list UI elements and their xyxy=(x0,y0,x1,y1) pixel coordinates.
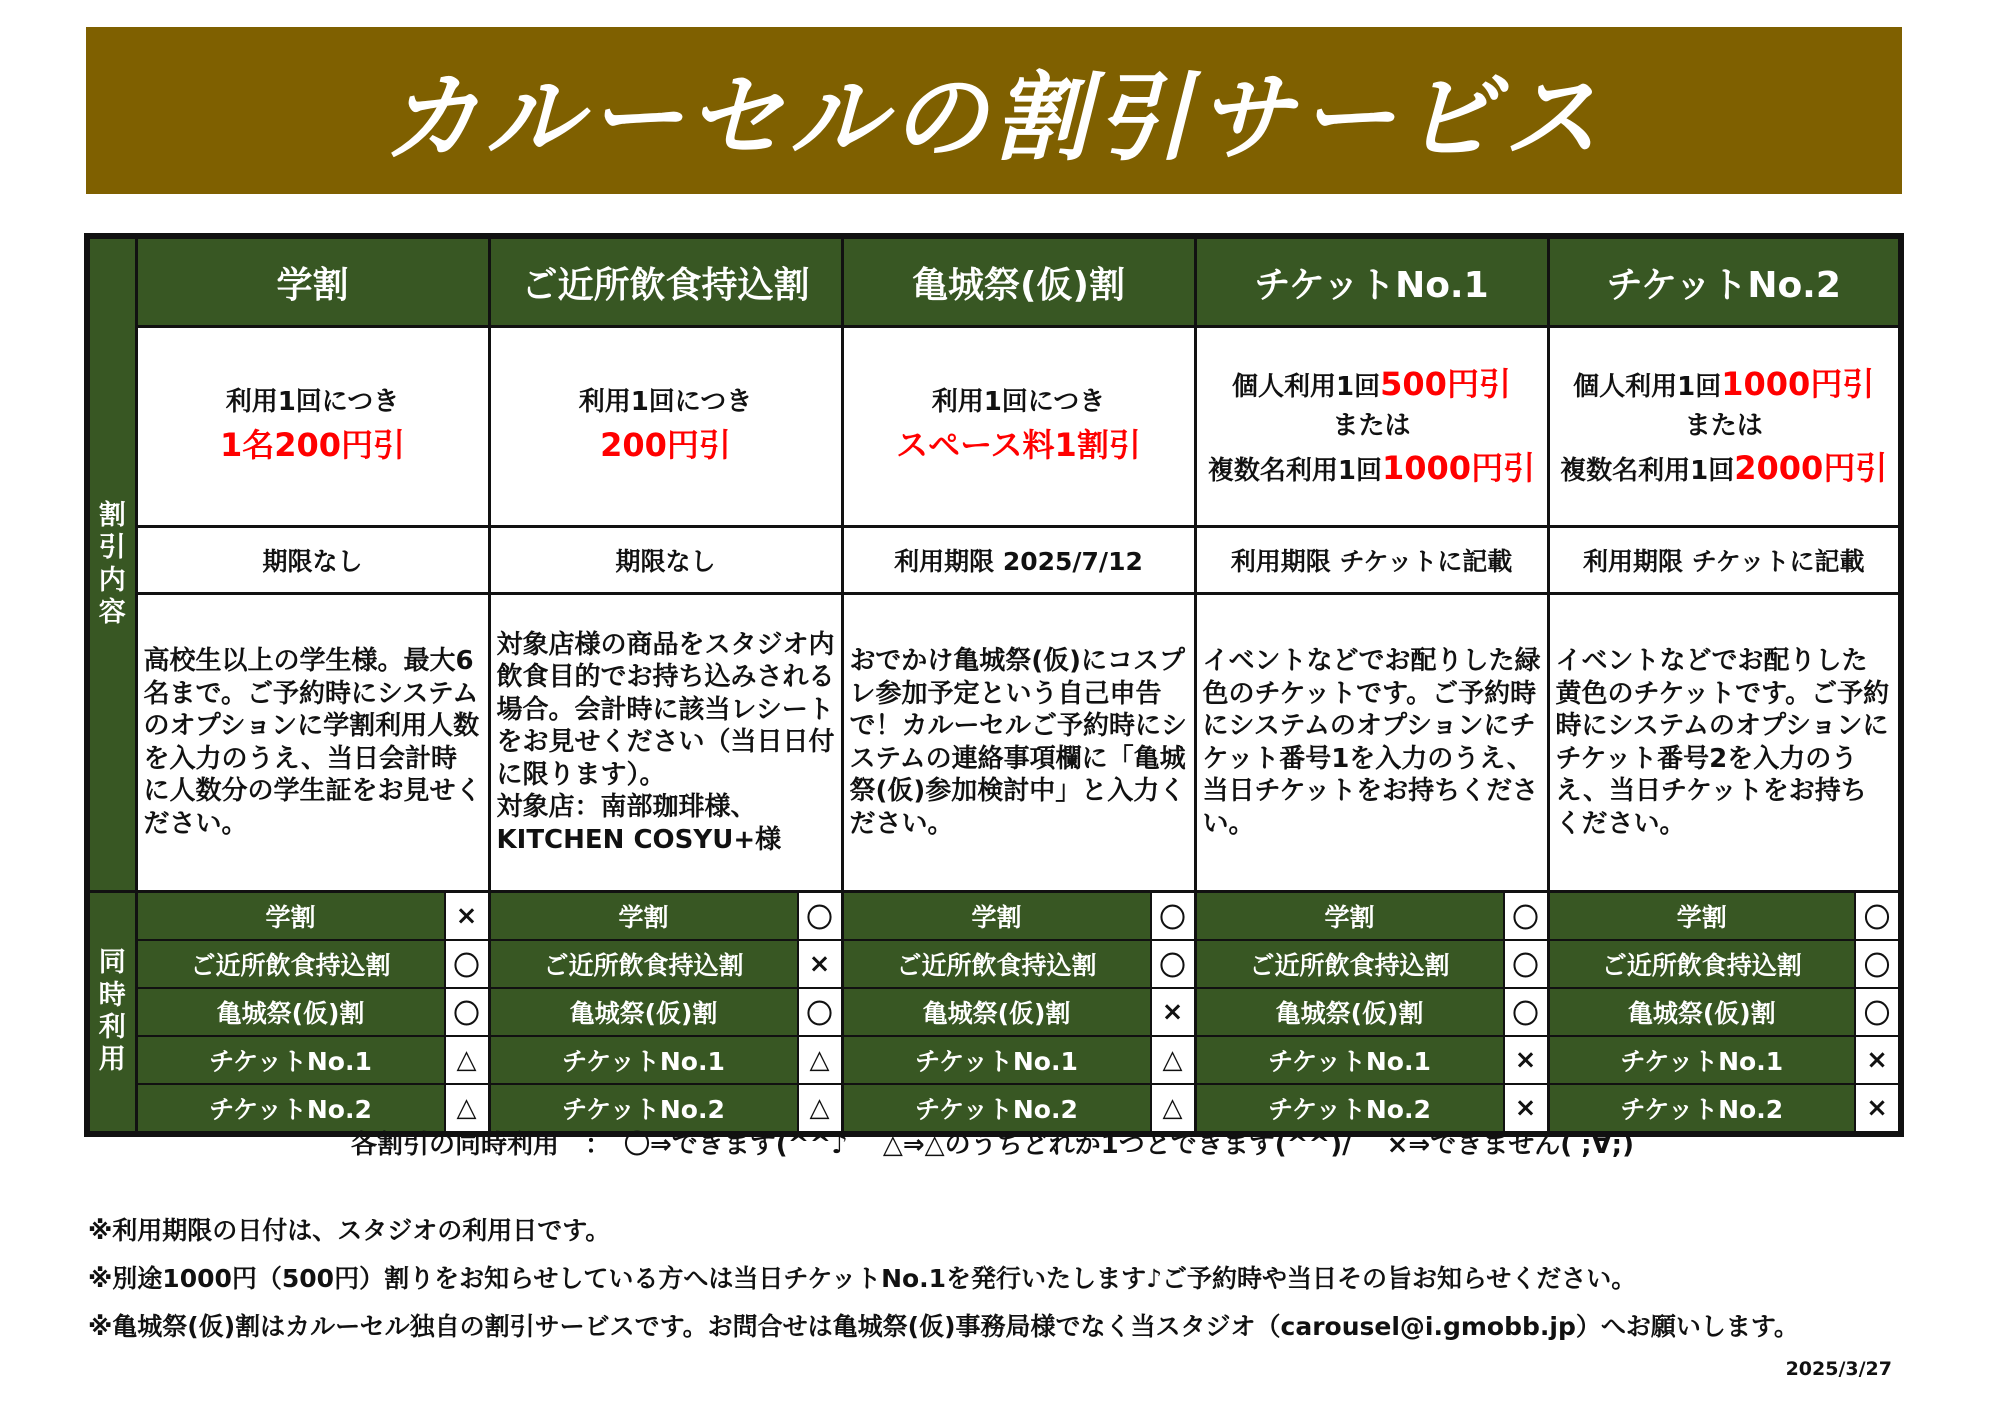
page-title: カルーセルの割引サービス xyxy=(382,62,1606,174)
combo-mark: 〇 xyxy=(1504,893,1547,940)
combo-table xyxy=(138,893,488,1131)
description-text: イベントなどでお配りした緑色のチケットです。ご予約時にシステムのオプションにチケット番号1を入力のうえ、当日チケットをお持ちください。 xyxy=(1202,646,1541,839)
combo-cell xyxy=(1548,892,1901,1135)
side-char: 容 xyxy=(98,596,126,628)
column-header-kinjo: ご近所飲食持込割 xyxy=(489,236,842,327)
period-cell: 期限なし xyxy=(136,527,489,594)
combo-mark: 〇 xyxy=(798,893,841,940)
combo-name: ご近所飲食持込割 xyxy=(138,940,445,988)
combo-row xyxy=(844,988,1194,1036)
combo-name: ご近所飲食持込割 xyxy=(1550,940,1856,988)
discount-line xyxy=(1197,361,1547,407)
combo-name: チケットNo.1 xyxy=(844,1036,1151,1084)
discount-line: または xyxy=(1684,410,1763,441)
combo-mark: 〇 xyxy=(1855,893,1898,940)
combo-mark: × xyxy=(1855,1084,1898,1131)
side-label-content xyxy=(87,236,136,892)
description-text: 対象店様の商品をスタジオ内飲食目的でお持ち込みされる場合。会計時に該当レシートをお見せください（当日日付に限ります）。 xyxy=(496,629,835,790)
description-text: おでかけ亀城祭(仮)にコスプレ参加予定という自己申告で！カルーセルご予約時にシステムの連絡事項欄に「亀城祭(仮)参加検討中」と入力ください。 xyxy=(849,646,1187,839)
side-char: 引 xyxy=(98,532,126,564)
discount-line: 利用1回につき xyxy=(225,387,400,418)
discount-label: 個人利用1回 xyxy=(1232,372,1381,403)
combo-mark: 〇 xyxy=(798,988,841,1036)
discount-line: 利用1回につき xyxy=(931,387,1106,418)
discount-line xyxy=(1550,445,1899,491)
note-line: ※亀城祭(仮)割はカルーセル独自の割引サービスです。お問合せは亀城祭(仮)事務局様でなく当スタジオ（carousel@i.gmobb.jp）へお願いします。 xyxy=(88,1312,1799,1341)
combo-cell xyxy=(1195,892,1548,1135)
combo-mark: 〇 xyxy=(1151,893,1194,940)
discount-line xyxy=(1197,445,1547,491)
combo-row xyxy=(1197,1036,1547,1084)
description-cell xyxy=(136,594,489,892)
discount-line xyxy=(1550,361,1899,407)
column-header-gakuwari: 学割 xyxy=(136,236,489,327)
discount-amount xyxy=(842,327,1195,527)
side-char: 利 xyxy=(98,1012,126,1043)
combo-name: チケットNo.1 xyxy=(1550,1036,1856,1084)
period-cell: 期限なし xyxy=(489,527,842,594)
column-header-kijosai: 亀城祭(仮)割 xyxy=(842,236,1195,327)
combo-name: 亀城祭(仮)割 xyxy=(491,988,798,1036)
discount-value: スペース料1割引 xyxy=(896,426,1141,465)
combo-row xyxy=(138,893,488,940)
combo-mark: △ xyxy=(445,1084,488,1131)
notes xyxy=(88,1207,1799,1351)
combo-mark: × xyxy=(1504,1036,1547,1084)
combo-row xyxy=(138,940,488,988)
combo-row xyxy=(491,893,841,940)
combo-mark: 〇 xyxy=(1151,940,1194,988)
combo-mark: △ xyxy=(445,1036,488,1084)
discount-line: または xyxy=(1332,410,1411,441)
discount-value: 500円引 xyxy=(1380,365,1511,404)
combo-name: ご近所飲食持込割 xyxy=(491,940,798,988)
combo-name: チケットNo.2 xyxy=(491,1084,798,1131)
combo-name: チケットNo.1 xyxy=(491,1036,798,1084)
combo-name: 亀城祭(仮)割 xyxy=(138,988,445,1036)
combo-row xyxy=(1550,893,1899,940)
combo-name: 亀城祭(仮)割 xyxy=(844,988,1151,1036)
description-text: 対象店：南部珈琲様、KITCHEN COSYU+様 xyxy=(496,792,782,855)
combo-mark: 〇 xyxy=(1504,988,1547,1036)
combo-row xyxy=(1550,988,1899,1036)
combo-name: 学割 xyxy=(1197,893,1504,940)
title-banner xyxy=(86,27,1902,194)
combo-legend: 各割引の同時利用 ： 〇⇒できます(^^♪ △⇒△のうちどれか1つとできます(^^)/ ×⇒できません( ;∀;) xyxy=(351,1130,1634,1160)
discount-label: 個人利用1回 xyxy=(1573,372,1722,403)
description-cell xyxy=(489,594,842,892)
discount-label: 複数名利用1回 xyxy=(1560,456,1735,487)
combo-row xyxy=(138,988,488,1036)
combo-name: ご近所飲食持込割 xyxy=(844,940,1151,988)
combo-row xyxy=(491,1036,841,1084)
side-char: 同 xyxy=(98,947,126,979)
combo-name: チケットNo.1 xyxy=(1197,1036,1504,1084)
discount-amount xyxy=(1548,327,1901,527)
combo-row xyxy=(844,893,1194,940)
period-cell: 利用期限 2025/7/12 xyxy=(842,527,1195,594)
combo-mark: 〇 xyxy=(1855,940,1898,988)
discount-value: 2000円引 xyxy=(1734,449,1888,488)
combo-row xyxy=(1550,940,1899,988)
combo-name: 学割 xyxy=(1550,893,1856,940)
combo-row xyxy=(138,1036,488,1084)
combo-mark: △ xyxy=(798,1084,841,1131)
combo-cell xyxy=(489,892,842,1135)
combo-name: 学割 xyxy=(844,893,1151,940)
discount-value: 1名200円引 xyxy=(219,426,406,465)
combo-mark: × xyxy=(1151,988,1194,1036)
side-char: 時 xyxy=(98,979,126,1011)
combo-mark: 〇 xyxy=(1855,988,1898,1036)
combo-mark: △ xyxy=(1151,1084,1194,1131)
combo-row xyxy=(844,1036,1194,1084)
combo-table xyxy=(491,893,841,1131)
combo-name: 学割 xyxy=(138,893,445,940)
combo-table xyxy=(844,893,1194,1131)
combo-row xyxy=(844,940,1194,988)
combo-table xyxy=(1197,893,1547,1131)
discount-amount xyxy=(1195,327,1548,527)
side-char: 割 xyxy=(98,499,126,531)
combo-mark: 〇 xyxy=(445,940,488,988)
column-header-ticket1: チケットNo.1 xyxy=(1195,236,1548,327)
combo-mark: 〇 xyxy=(1504,940,1547,988)
combo-mark: × xyxy=(1504,1084,1547,1131)
note-line: ※利用期限の日付は、スタジオの利用日です。 xyxy=(88,1216,611,1245)
combo-name: チケットNo.2 xyxy=(1550,1084,1856,1131)
period-cell: 利用期限 チケットに記載 xyxy=(1195,527,1548,594)
combo-row xyxy=(1197,988,1547,1036)
combo-mark: × xyxy=(445,893,488,940)
combo-name: 亀城祭(仮)割 xyxy=(1550,988,1856,1036)
combo-row xyxy=(1197,893,1547,940)
combo-name: チケットNo.2 xyxy=(1197,1084,1504,1131)
combo-mark: △ xyxy=(1151,1036,1194,1084)
combo-row xyxy=(1550,1036,1899,1084)
issue-date: 2025/3/27 xyxy=(1785,1358,1892,1380)
combo-name: チケットNo.2 xyxy=(138,1084,445,1131)
combo-name: 学割 xyxy=(491,893,798,940)
combo-mark: × xyxy=(1855,1036,1898,1084)
discount-amount xyxy=(489,327,842,527)
note-line: ※別途1000円（500円）割りをお知らせしている方へは当日チケットNo.1を発行いたします♪ご予約時や当日その旨お知らせください。 xyxy=(88,1264,1637,1293)
combo-name: チケットNo.2 xyxy=(844,1084,1151,1131)
discount-amount xyxy=(136,327,489,527)
combo-cell xyxy=(136,892,489,1135)
combo-name: 亀城祭(仮)割 xyxy=(1197,988,1504,1036)
combo-mark: △ xyxy=(798,1036,841,1084)
discount-value: 1000円引 xyxy=(1382,449,1536,488)
combo-mark: 〇 xyxy=(445,988,488,1036)
description-cell xyxy=(1548,594,1901,892)
combo-mark: × xyxy=(798,940,841,988)
description-text: 高校生以上の学生様。最大6名まで。ご予約時にシステムのオプションに学割利用人数を入力のうえ、当日会計時に人数分の学生証をお見せください。 xyxy=(143,646,482,839)
combo-row xyxy=(1197,940,1547,988)
discount-value: 200円引 xyxy=(600,426,731,465)
side-char: 内 xyxy=(98,564,126,596)
side-char: 用 xyxy=(98,1044,126,1076)
discount-line: 利用1回につき xyxy=(578,387,753,418)
description-cell xyxy=(842,594,1195,892)
column-header-ticket2: チケットNo.2 xyxy=(1548,236,1901,327)
side-label-combo xyxy=(87,892,136,1135)
combo-row xyxy=(491,988,841,1036)
combo-table xyxy=(1550,893,1899,1131)
description-text: イベントなどでお配りした黄色のチケットです。ご予約時にシステムのオプションにチケット番号2を入力のうえ、当日チケットをお持ちください。 xyxy=(1555,646,1890,839)
discount-value: 1000円引 xyxy=(1721,365,1875,404)
discount-table xyxy=(84,233,1904,1137)
combo-cell xyxy=(842,892,1195,1135)
combo-row xyxy=(491,940,841,988)
discount-label: 複数名利用1回 xyxy=(1207,456,1382,487)
period-cell: 利用期限 チケットに記載 xyxy=(1548,527,1901,594)
description-cell xyxy=(1195,594,1548,892)
combo-name: チケットNo.1 xyxy=(138,1036,445,1084)
combo-name: ご近所飲食持込割 xyxy=(1197,940,1504,988)
